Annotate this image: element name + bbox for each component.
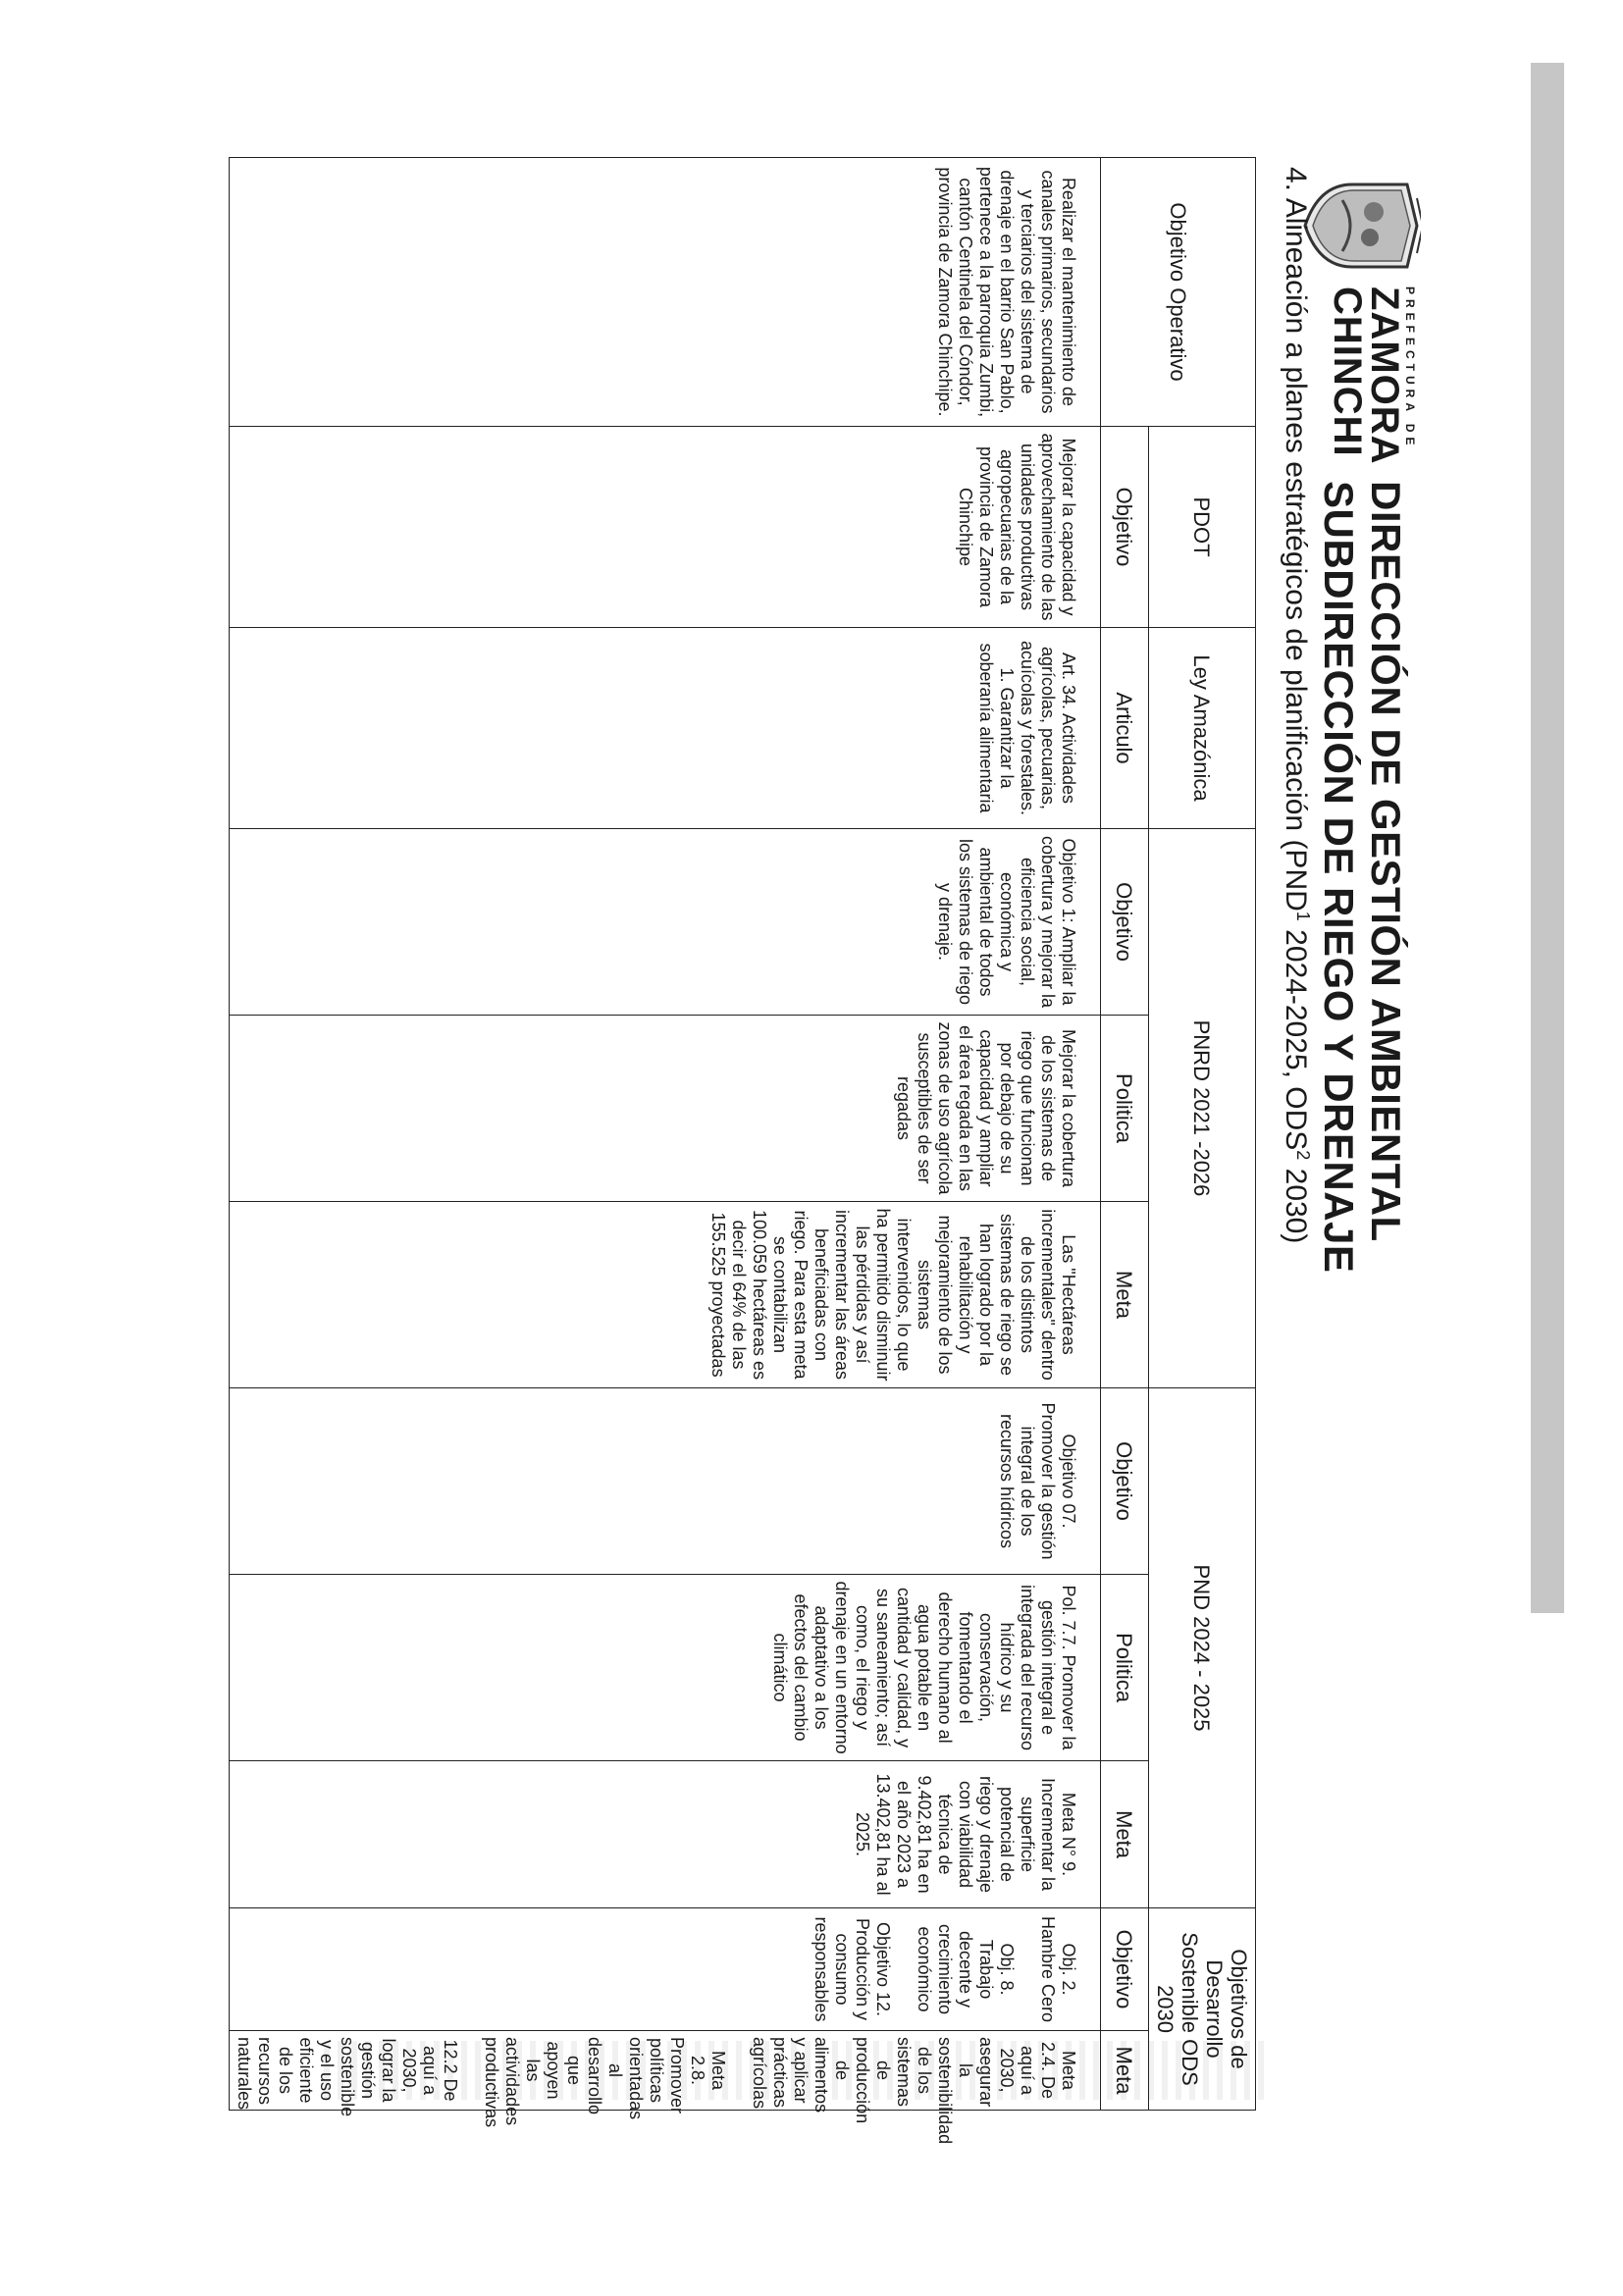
- scan-margin-bar: [1531, 63, 1564, 1613]
- table-row: [230, 158, 1101, 2111]
- cell-pdot-objetivo: Mejorar la capacidad y aprovechamiento de las unidades productivas agropecuarias de la provincia de Zamora Chinchipe: [230, 427, 1101, 628]
- section-title-mid: 2024-2025, ODS: [1280, 920, 1312, 1151]
- subheader-pnd-objetivo: Objetivo: [1101, 1388, 1149, 1575]
- brand-prefix: PREFECTURA DE: [1403, 287, 1417, 450]
- footnote-1: 1: [1293, 911, 1313, 921]
- section-title-end: 2030): [1280, 1160, 1312, 1244]
- cell-pnd-objetivo: Objetivo 07. Promover la gestión integral de los recursos hídricos: [230, 1388, 1101, 1575]
- header-ods-2030: Objetivos de Desarrollo Sostenible ODS 2030: [1149, 1908, 1256, 2111]
- subheader-pnrd-politica: Politica: [1101, 1016, 1149, 1202]
- header-pnrd-2021: PNRD 2021 -2026: [1149, 829, 1256, 1388]
- brand-wordmark: [1326, 287, 1417, 465]
- subheader-ods-meta: Meta: [1101, 2031, 1149, 2111]
- header-ley-amazonica: Ley Amazónica: [1149, 628, 1256, 829]
- table-subheader-row: [1101, 158, 1149, 2111]
- prefecture-shield-logo: [1301, 177, 1421, 275]
- cell-ods-objetivo: Obj. 2. Hambre Cero Obj. 8. Trabajo decente y crecimiento económico Objetivo 12. Producción y consumo responsables: [230, 1908, 1101, 2031]
- subheader-pnd-politica: Politica: [1101, 1575, 1149, 1761]
- subheader-pdot-objetivo: Objetivo: [1101, 427, 1149, 628]
- subheader-ods-objetivo: Objetivo: [1101, 1908, 1149, 2031]
- subheader-pnrd-meta: Meta: [1101, 1202, 1149, 1388]
- brand-line-chinchi: CHINCHI: [1326, 287, 1369, 457]
- header-pdot: PDOT: [1149, 427, 1256, 628]
- header-objetivo-operativo: Objetivo Operativo: [1101, 158, 1256, 427]
- cell-pnrd-politica: Mejorar la cobertura de los sistemas de riego que funcionan por debajo de su capacidad y ampliar el área regada en las zonas de uso agrícola susceptibles de ser regadas: [230, 1016, 1101, 1202]
- rotated-page: [235, 157, 1446, 2145]
- direction-title: DIRECCIÓN DE GESTIÓN AMBIENTAL: [1363, 481, 1409, 1242]
- cell-pnd-meta: Meta N° 9. Incrementar la superficie potencial de riego y drenaje con viabilidad técnica de 9.402,81 ha en el año 2023 a 13.402,81 ha al 2025.: [230, 1761, 1101, 1908]
- page-header: [1270, 157, 1446, 2119]
- subdirection-title: SUBDIRECCIÓN DE RIEGO Y DRENAJE: [1316, 481, 1362, 1274]
- cell-pnd-politica: Pol. 7.7. Promover la gestión integral e integrada del recurso hídrico y su conservación, fomentando el derecho humano al agua potable en cantidad y calidad, y su saneamiento; así como, el riego y drenaje en un entorno adaptativo a los efectos del cambio climático: [230, 1575, 1101, 1761]
- cell-pnrd-meta: Las "Hectáreas incrementales" dentro de los distintos sistemas de riego se han logrado por la rehabilitación y mejoramiento de los sistemas intervenidos, lo que ha permitido disminuir las pérdidas y así incrementar las áreas beneficiadas con riego. Para esta meta se contabilizan 100.059 hectáreas es decir el 64% de las 155.525 proyectadas: [230, 1202, 1101, 1388]
- cell-pnrd-objetivo: Objetivo 1: Ampliar la cobertura y mejorar la eficiencia social, económica y ambiental de todos los sistemas de riego y drenaje.: [230, 829, 1101, 1016]
- brand-line-zamora: ZAMORA: [1363, 287, 1406, 465]
- subheader-ley-articulo: Articulo: [1101, 628, 1149, 829]
- section-title: [1279, 167, 1313, 1243]
- cell-ods-meta: Meta 2.4. De aquí a 2030, asegurar la sostenibilidad de los sistemas de producción de alimentos y aplicar prácticas agrícolas Meta 2.8. Promover políticas orientadas al desarrollo que apoyen las actividades productivas 12.2 De aquí a 2030, lograr la gestión sostenible y el uso eficiente de los recursos naturales: [230, 2031, 1101, 2111]
- direction-heading: [1315, 481, 1409, 1273]
- section-title-text: 4. Alineación a planes estratégicos de planificación (PND: [1280, 167, 1312, 912]
- cell-objetivo-operativo: Realizar el mantenimiento de canales primarios, secundarios y terciarios del sistema de drenaje en el barrio San Pablo, pertenece a la parroquia Zumbi, cantón Centinela del Cóndor, provincia de Zamora Chinchipe.: [230, 158, 1101, 427]
- footnote-2: 2: [1293, 1150, 1313, 1161]
- table-group-header-row: [1149, 158, 1256, 2111]
- header-pnd-2024: PND 2024 - 2025: [1149, 1388, 1256, 1908]
- subheader-pnd-meta: Meta: [1101, 1761, 1149, 1908]
- alignment-table: [229, 157, 1256, 2145]
- cell-ley-articulo: Art. 34. Actividades agrícolas, pecuarias, acuícolas y forestales. 1. Garantizar la soberanía alimentaria: [230, 628, 1101, 829]
- subheader-pnrd-objetivo: Objetivo: [1101, 829, 1149, 1016]
